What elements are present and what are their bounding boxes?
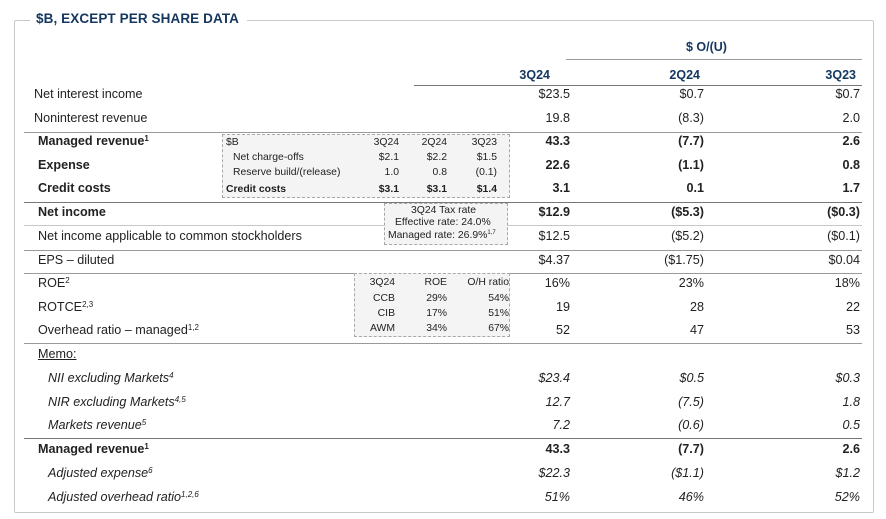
- cell: 23%: [678, 276, 704, 290]
- table-row: [14, 438, 874, 460]
- credit-costs-inset: [222, 134, 510, 198]
- row-label: EPS – diluted: [38, 253, 115, 267]
- cell: ($1.75): [664, 253, 704, 267]
- table-row: [14, 249, 874, 271]
- table-row: [14, 462, 874, 484]
- cell: 2.6: [842, 442, 860, 456]
- cell: 12.7: [545, 395, 570, 409]
- cell: 47: [689, 323, 704, 337]
- cell: 1.7: [842, 181, 860, 195]
- cell: 22.6: [545, 158, 570, 172]
- cell: $1.2: [835, 466, 860, 480]
- inset-col-header: O/H ratio: [467, 277, 509, 288]
- cell: 0.8: [842, 158, 860, 172]
- cell: (7.7): [678, 134, 704, 148]
- row-label: ROE$^2$: [38, 276, 70, 290]
- cell: 7.2: [552, 418, 570, 432]
- financial-summary-panel: [14, 10, 874, 513]
- table-row: [14, 83, 874, 105]
- segment-roe-inset: [354, 273, 510, 337]
- cell: $0.3: [835, 371, 860, 385]
- col-header-2: 2Q24: [669, 68, 700, 82]
- inset-col-header: 3Q23: [471, 137, 497, 148]
- cell: 19: [555, 300, 570, 314]
- inset-row-label: Net charge-offs: [233, 152, 304, 163]
- row-label: Markets revenue$^5$: [48, 418, 147, 432]
- cell: 46%: [678, 490, 704, 504]
- col-header-3: 3Q23: [825, 68, 856, 82]
- cell: 52%: [834, 490, 860, 504]
- table-row: [14, 367, 874, 389]
- tax-rate-title: 3Q24 Tax rate: [411, 205, 477, 216]
- cell: 43.3: [545, 134, 570, 148]
- cell: $4.37: [538, 253, 570, 267]
- cell: (1.1): [678, 158, 704, 172]
- row-label: ROTCE$^{2,3}$: [38, 300, 94, 314]
- cell: 2.0: [842, 111, 860, 125]
- tax-managed-rate: Managed rate: 26.9%$^{1,7}$: [388, 230, 496, 241]
- segment-name: CCB: [373, 293, 395, 304]
- row-label: Net income: [38, 205, 106, 219]
- row-label: Expense: [38, 158, 90, 172]
- cell: ($0.1): [827, 229, 860, 243]
- row-label: Net interest income: [34, 87, 143, 101]
- cell: 43.3: [545, 442, 570, 456]
- segment-name: AWM: [369, 323, 395, 334]
- cell: 18%: [834, 276, 860, 290]
- cell: ($5.2): [671, 229, 704, 243]
- row-label: Managed revenue$^1$: [38, 134, 149, 148]
- row-label: Net income applicable to common stockholders: [38, 229, 302, 243]
- tax-rate-inset: [384, 203, 508, 245]
- cell: 28: [689, 300, 704, 314]
- variance-group-header: $ O/(U): [686, 40, 727, 54]
- cell: ($1.1): [671, 466, 704, 480]
- cell: 51%: [544, 490, 570, 504]
- cell: $0.04: [828, 253, 860, 267]
- inset-col-header: ROE: [424, 277, 447, 288]
- cell: (0.6): [678, 418, 704, 432]
- inset-cell: $3.1: [378, 184, 399, 195]
- cell: ($0.3): [827, 205, 860, 219]
- inset-col-header: 2Q24: [421, 137, 447, 148]
- cell: 16%: [544, 276, 570, 290]
- memo-label: Memo:: [38, 347, 77, 361]
- inset-row-label: Reserve build/(release): [233, 167, 341, 178]
- cell: ($5.3): [671, 205, 704, 219]
- inset-cell: (0.1): [475, 167, 497, 178]
- tax-effective-rate: Effective rate: 24.0%: [395, 217, 491, 228]
- inset-cell: $1.4: [476, 184, 497, 195]
- table-row: [14, 107, 874, 129]
- row-label: Managed revenue$^1$: [38, 442, 149, 456]
- cell: 3.1: [552, 181, 570, 195]
- row-label: Noninterest revenue: [34, 111, 148, 125]
- row-label: NII excluding Markets$^4$: [48, 371, 174, 385]
- row-label: Adjusted overhead ratio$^{1,2,6}$: [48, 490, 199, 504]
- segment-roe: 34%: [426, 323, 447, 334]
- row-label: Adjusted expense$^6$: [48, 466, 153, 480]
- table-row: [14, 414, 874, 436]
- panel-title: $B, EXCEPT PER SHARE DATA: [30, 11, 247, 26]
- cell: 2.6: [842, 134, 860, 148]
- inset-cell: 1.0: [384, 167, 399, 178]
- table-row: [14, 391, 874, 413]
- segment-oh: 54%: [488, 293, 509, 304]
- inset-cell: $2.2: [426, 152, 447, 163]
- inset-row-label: Credit costs: [226, 184, 287, 195]
- inset-cell: $1.5: [476, 152, 497, 163]
- cell: 1.8: [842, 395, 860, 409]
- cell: $12.9: [538, 205, 570, 219]
- cell: 53: [845, 323, 860, 337]
- segment-oh: 51%: [488, 308, 509, 319]
- group-header-rule: [566, 59, 862, 60]
- segment-name: CIB: [377, 308, 395, 319]
- cell: (7.5): [678, 395, 704, 409]
- cell: (7.7): [678, 442, 704, 456]
- memo-header: [14, 343, 874, 365]
- inset-col-header: 3Q24: [373, 137, 399, 148]
- cell: (8.3): [678, 111, 704, 125]
- inset-cell: $2.1: [378, 152, 399, 163]
- segment-roe: 17%: [426, 308, 447, 319]
- cell: $12.5: [538, 229, 570, 243]
- inset-unit: $B: [226, 137, 239, 148]
- segment-roe: 29%: [426, 293, 447, 304]
- row-label: Credit costs: [38, 181, 111, 195]
- cell: 0.1: [686, 181, 704, 195]
- cell: 22: [845, 300, 860, 314]
- segment-oh: 67%: [488, 323, 509, 334]
- inset-cell: $3.1: [426, 184, 447, 195]
- cell: $0.7: [679, 87, 704, 101]
- inset-cell: 0.8: [432, 167, 447, 178]
- col-header-1: 3Q24: [519, 68, 550, 82]
- cell: $23.4: [538, 371, 570, 385]
- cell: $0.7: [835, 87, 860, 101]
- cell: $23.5: [538, 87, 570, 101]
- inset-col-header: 3Q24: [369, 277, 395, 288]
- table-row: [14, 486, 874, 508]
- row-label: NIR excluding Markets$^{4,5}$: [48, 395, 186, 409]
- row-label: Overhead ratio – managed$^{1,2}$: [38, 323, 199, 337]
- cell: 0.5: [842, 418, 860, 432]
- cell: $0.5: [679, 371, 704, 385]
- cell: $22.3: [538, 466, 570, 480]
- cell: 19.8: [545, 111, 570, 125]
- cell: 52: [555, 323, 570, 337]
